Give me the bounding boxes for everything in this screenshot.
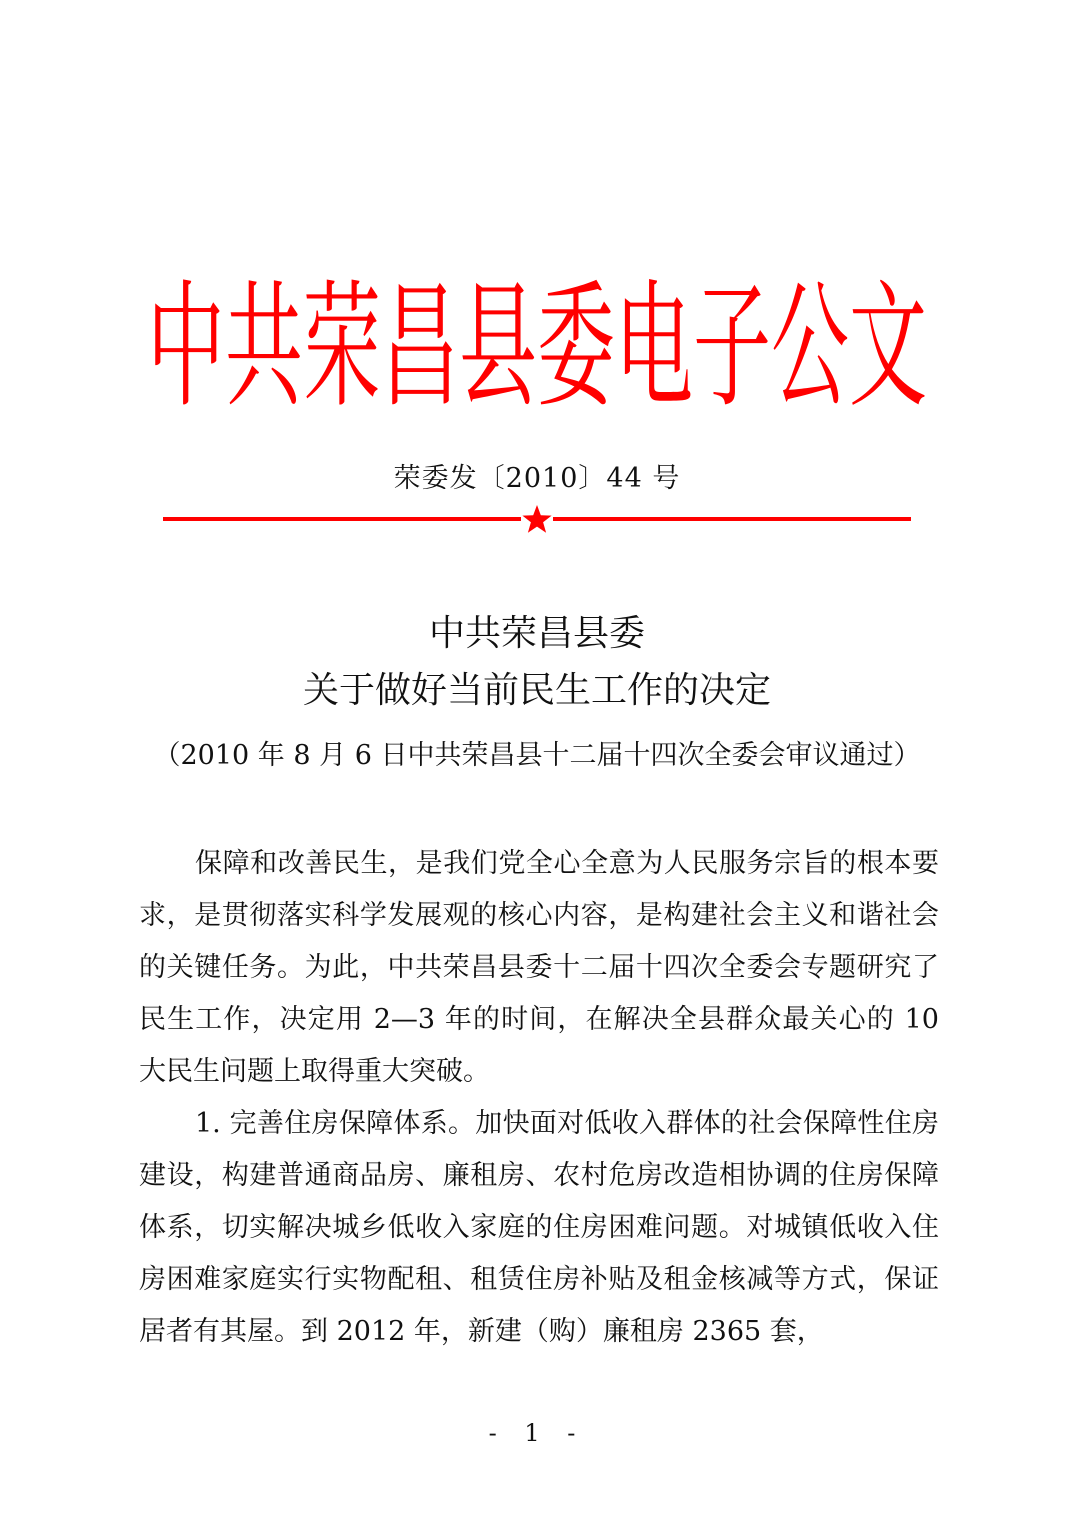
star-icon <box>521 504 553 534</box>
red-separator <box>163 504 911 534</box>
separator-line-right <box>553 517 911 521</box>
body-paragraph: 保障和改善民生，是我们党全心全意为人民服务宗旨的根本要求，是贯彻落实科学发展观的核心内容，是构建社会主义和谐社会的关键任务。为此，中共荣昌县委十二届十四次全委会专题研究了民生工作，决定用 2—3 年的时间，在解决全县群众最关心的 10 大民生问题上取得重大突破。 <box>139 848 939 1087</box>
body-paragraph: 1. 完善住房保障体系。加快面对低收入群体的社会保障性住房建设，构建普通商品房、廉租房、农村危房改造相协调的住房保障体系，切实解决城乡低收入家庭的住房困难问题。对城镇低收入住房困难家庭实行实物配租、租赁住房补贴及租金核减等方式，保证居者有其屋。到 2012 年，新建（购）廉租房 2365 套， <box>139 1108 939 1347</box>
separator-line-left <box>163 517 521 521</box>
document-subtitle: （2010 年 8 月 6 日中共荣昌县十二届十四次全委会审议通过） <box>153 740 921 771</box>
document-title-line1: 中共荣昌县委 <box>428 613 645 654</box>
document-body <box>139 838 939 1358</box>
masthead-title: 中共荣昌县委电子公文 <box>146 269 927 427</box>
document-title-line2: 关于做好当前民生工作的决定 <box>302 670 771 711</box>
page-number: - 1 - <box>488 1419 586 1447</box>
document-number: 荣委发〔2010〕44 号 <box>393 463 681 494</box>
